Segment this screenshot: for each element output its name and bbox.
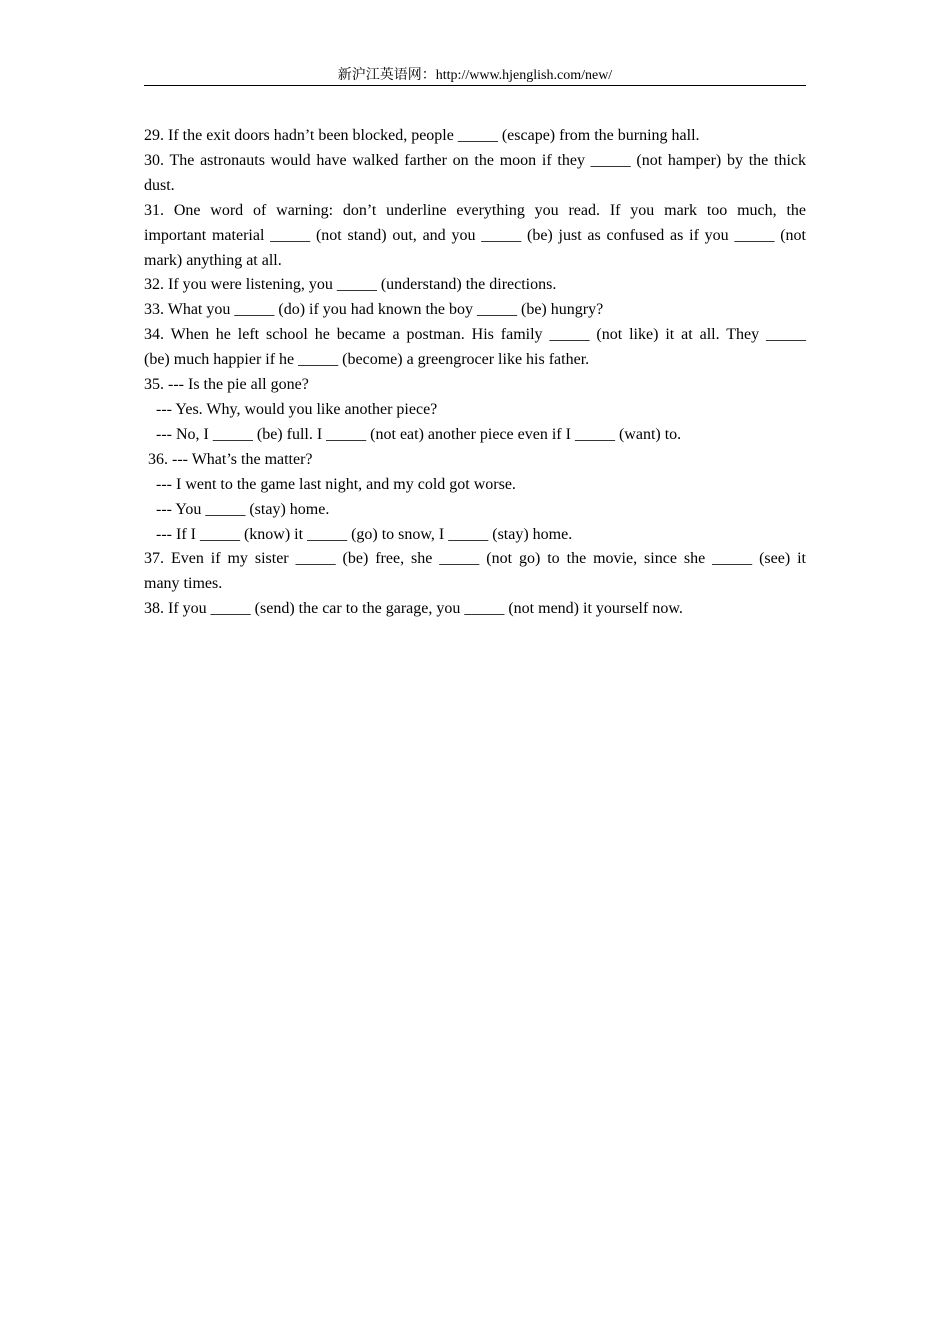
question-35-reply-1: --- Yes. Why, would you like another piece?: [156, 400, 438, 418]
question-32: 32. If you were listening, you _____ (understand) the directions.: [144, 276, 557, 294]
question-31-end: mark) anything at all.: [144, 251, 282, 269]
header-text: 新沪江英语网：http://www.hjenglish.com/new/: [337, 68, 613, 83]
question-31: 31. One word of warning: don’t underline everything you read. If you mark too much, the: [144, 201, 806, 219]
question-30-cont: dust.: [144, 176, 175, 194]
question-30: 30. The astronauts would have walked farther on the moon if they _____ (not hamper) by the thick: [144, 151, 806, 169]
question-34-cont: (be) much happier if he _____ (become) a greengrocer like his father.: [144, 351, 590, 369]
question-34: 34. When he left school he became a postman. His family _____ (not like) it at all. They _____: [144, 326, 806, 344]
question-33: 33. What you _____ (do) if you had known the boy _____ (be) hungry?: [144, 301, 604, 319]
exercise-content: [144, 124, 806, 622]
question-35: 35. --- Is the pie all gone?: [144, 376, 309, 394]
question-36-reply-1: --- I went to the game last night, and my cold got worse.: [156, 475, 516, 493]
question-38: 38. If you _____ (send) the car to the garage, you _____ (not mend) it yourself now.: [144, 600, 683, 618]
page-header: [144, 66, 806, 86]
question-31-cont: important material _____ (not stand) out, and you _____ (be) just as confused as if you _____ (not: [144, 226, 806, 244]
question-37: 37. Even if my sister _____ (be) free, she _____ (not go) to the movie, since she _____ (see) it: [144, 550, 806, 568]
question-36-reply-3: --- If I _____ (know) it _____ (go) to snow, I _____ (stay) home.: [156, 525, 573, 543]
question-35-reply-2: --- No, I _____ (be) full. I _____ (not eat) another piece even if I _____ (want) to.: [156, 425, 682, 443]
question-36: 36. --- What’s the matter?: [148, 450, 313, 468]
question-37-cont: many times.: [144, 575, 223, 593]
question-29: 29. If the exit doors hadn’t been blocked, people _____ (escape) from the burning hall.: [144, 127, 700, 144]
question-36-reply-2: --- You _____ (stay) home.: [156, 500, 330, 518]
